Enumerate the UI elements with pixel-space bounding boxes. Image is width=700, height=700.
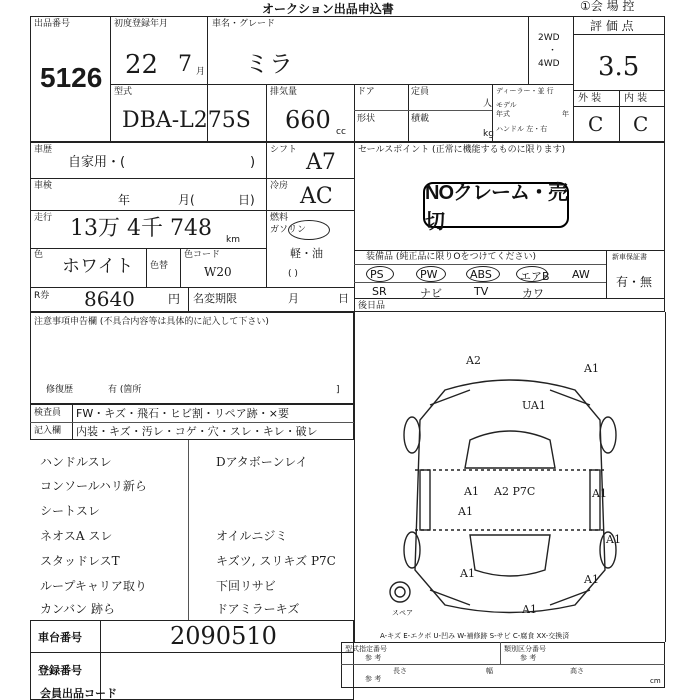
remark-right-4: 下回リサビ [216, 579, 276, 593]
name-change-month: 月 [288, 292, 299, 305]
shift-label: シフト [270, 145, 298, 155]
first-reg-label: 初度登録年月 [114, 19, 169, 29]
inspector-interior-notes: 内装・キズ・汚レ・コゲ・穴・スレ・キレ・破レ [76, 425, 318, 438]
usage-close: ) [250, 155, 256, 170]
width-label: 幅 [486, 667, 493, 675]
inspector-label-2: 記入欄 [34, 426, 62, 436]
equip-pw: PW [420, 268, 438, 281]
shift-value: A7 [306, 150, 336, 175]
remark-right-3: キズツ, スリキズ P7C [216, 554, 336, 568]
equip-sr: SR [372, 285, 387, 298]
inspector-label-1: 検査員 [34, 408, 62, 418]
steering-side: ハンドル 左・右 [496, 125, 548, 133]
inspector-exterior-notes: FW・キズ・飛石・ヒビ割・リペア跡・×要 [76, 407, 289, 420]
inspection-label: 車検 [34, 181, 53, 191]
model-designation-label: 型式指定番号 [345, 645, 387, 653]
fuel-gasoline: ガソリン [270, 225, 307, 235]
drive-dot: ・ [548, 46, 558, 56]
name-grade-label: 車名・グレード [212, 19, 276, 29]
damage-mark-11: A1 [606, 533, 621, 546]
length-label: 長さ [393, 667, 407, 675]
inspection-year: 年 [118, 193, 131, 207]
load-unit: kg [483, 129, 494, 139]
equipment-label: 装備品 (純正品に限りOをつけてください) [366, 252, 536, 262]
capacity-unit: 人 [483, 99, 493, 109]
rating-label: 評 価 点 [590, 19, 634, 33]
door-label: ドア [357, 87, 375, 97]
equip-airbag: エアB [520, 270, 550, 283]
repair-history-value: 有 (箇所 [108, 385, 142, 395]
color-code-value: W20 [204, 265, 232, 279]
name-change-day: 日 [338, 292, 349, 305]
fuel-circle-mark [288, 220, 330, 240]
class-number-ref: 参 考 [520, 654, 537, 662]
color-label: 色 [34, 250, 44, 260]
lot-label: 出品番号 [34, 19, 71, 29]
remark-left-5: スタッドレスT [40, 554, 120, 568]
equip-abs-circle [466, 266, 500, 282]
fuel-label: 燃料 [270, 213, 289, 223]
price-label: R券 [34, 291, 50, 301]
dealer-model: モデル [496, 101, 517, 109]
interior-grade: C [633, 112, 649, 136]
price-value: 8640 [84, 287, 135, 311]
specs-ref: 参 考 [365, 675, 382, 683]
drive-2wd: 2WD [538, 33, 560, 43]
fuel-other: ( ) [288, 269, 298, 279]
ac-value: AC [300, 184, 333, 209]
inspection-month: 月( [178, 193, 195, 207]
equip-ps: PS [370, 268, 384, 281]
remark-left-2: コンソールハリ新ら [40, 479, 147, 493]
damage-mark-9: A1 [584, 573, 599, 586]
damage-mark-1: A2 [466, 354, 481, 367]
sales-point-label: セールスポイント (正常に機能するものに限ります) [358, 145, 566, 155]
damage-mark-10: A1 [522, 603, 537, 616]
ac-label: 冷房 [270, 181, 289, 191]
warranty-value: 有・無 [616, 275, 653, 289]
registration-label: 登録番号 [38, 664, 82, 677]
displacement-value: 660 [285, 106, 331, 134]
lot-number: 5126 [40, 62, 103, 93]
damage-mark-5: A2 P7C [494, 485, 536, 498]
mileage-label: 走行 [34, 213, 53, 223]
rating-score: 3.5 [598, 52, 640, 82]
equip-navi: ナビ [420, 287, 442, 300]
usage-value: 自家用・( [68, 155, 126, 170]
equip-ps-circle [366, 266, 394, 282]
equip-abs: ABS [470, 268, 492, 281]
remark-left-7: カンバン 跡ら [40, 602, 115, 616]
color-value: ホワイト [62, 256, 134, 277]
usage-label: 車歴 [34, 145, 53, 155]
footer-text: 会員出品コード [40, 687, 117, 700]
specs-unit: cm [650, 677, 661, 685]
shape-label: 形状 [357, 114, 376, 124]
no-claim-stamp: NOクレーム・売切 [425, 182, 567, 233]
model-label: 型式 [114, 87, 133, 97]
equip-tv: TV [474, 285, 489, 298]
venue-copy-label: ①会 場 控 [580, 0, 635, 13]
dealer-year: 年式 [496, 110, 510, 118]
equip-airbag-circle [516, 266, 548, 282]
damage-mark-7: A1 [458, 505, 473, 518]
damage-mark-4: A1 [464, 485, 479, 498]
notes-label: 注意事項申告欄 (不具合内容等は具体的に記入して下さい) [34, 317, 269, 327]
remark-left-6: ループキャリア取り [40, 579, 147, 593]
first-reg-year: 22 [125, 50, 159, 80]
model-designation-ref: 参 考 [365, 654, 382, 662]
chassis-number: 2090510 [170, 622, 277, 650]
damage-mark-3: UA1 [522, 399, 546, 412]
equip-pw-circle [416, 266, 446, 282]
specs-box [341, 642, 665, 688]
dealer-type: ディーラー・並 行 [496, 87, 554, 95]
chassis-label: 車台番号 [38, 631, 82, 644]
load-label: 積載 [411, 114, 430, 124]
interior-label: 内 装 [624, 93, 648, 104]
remark-left-4: ネオスA スレ [40, 529, 113, 543]
height-label: 高さ [570, 667, 584, 675]
fuel-diesel: 軽・油 [290, 247, 323, 260]
repair-history-close: ] [336, 385, 340, 395]
remark-right-5: ドアミラーキズ [216, 602, 300, 616]
damage-mark-6: A1 [592, 487, 607, 500]
damage-mark-2: A1 [584, 362, 599, 375]
damage-mark-8: A1 [460, 567, 475, 580]
color-change-label: 色替 [150, 261, 169, 271]
later-items-label: 後日品 [358, 301, 386, 311]
remark-right-1: Dアタボーンレイ [216, 455, 308, 469]
spare-label: スペア [392, 609, 413, 617]
model-code: DBA-L275S [122, 108, 251, 133]
price-unit: 円 [168, 292, 181, 306]
color-code-label: 色コード [184, 250, 221, 260]
mileage-value: 13万 4千 748 [70, 216, 212, 241]
displacement-unit: cc [336, 127, 346, 137]
car-name: ミラ [245, 50, 293, 78]
exterior-grade: C [588, 112, 604, 136]
repair-history-label: 修復歴 [46, 385, 74, 395]
remark-right-2: オイルニジミ [216, 529, 288, 543]
dealer-year-unit: 年 [562, 110, 569, 118]
warranty-label: 新車保証書 [612, 253, 647, 261]
capacity-label: 定員 [411, 87, 430, 97]
header-title: オークション出品申込書 [262, 2, 394, 16]
damage-legend: A-キズ E-エクボ U-凹み W-補修跡 S-サビ C-腐食 XX-交換済 [380, 632, 570, 640]
remark-left-3: シートスレ [40, 504, 100, 518]
equip-leather: カワ [522, 287, 544, 300]
inspection-day: 日) [238, 193, 255, 207]
first-reg-month: 7 [178, 52, 192, 77]
equip-aw: AW [572, 268, 590, 281]
exterior-label: 外 装 [578, 93, 602, 104]
mileage-unit: km [226, 235, 240, 245]
name-change-limit-label: 名変期限 [193, 292, 237, 305]
displacement-label: 排気量 [270, 87, 298, 97]
drive-4wd: 4WD [538, 59, 560, 69]
first-reg-month-unit: 月 [196, 67, 206, 77]
remark-left-1: ハンドルスレ [40, 455, 112, 469]
class-number-label: 類別区分番号 [504, 645, 546, 653]
